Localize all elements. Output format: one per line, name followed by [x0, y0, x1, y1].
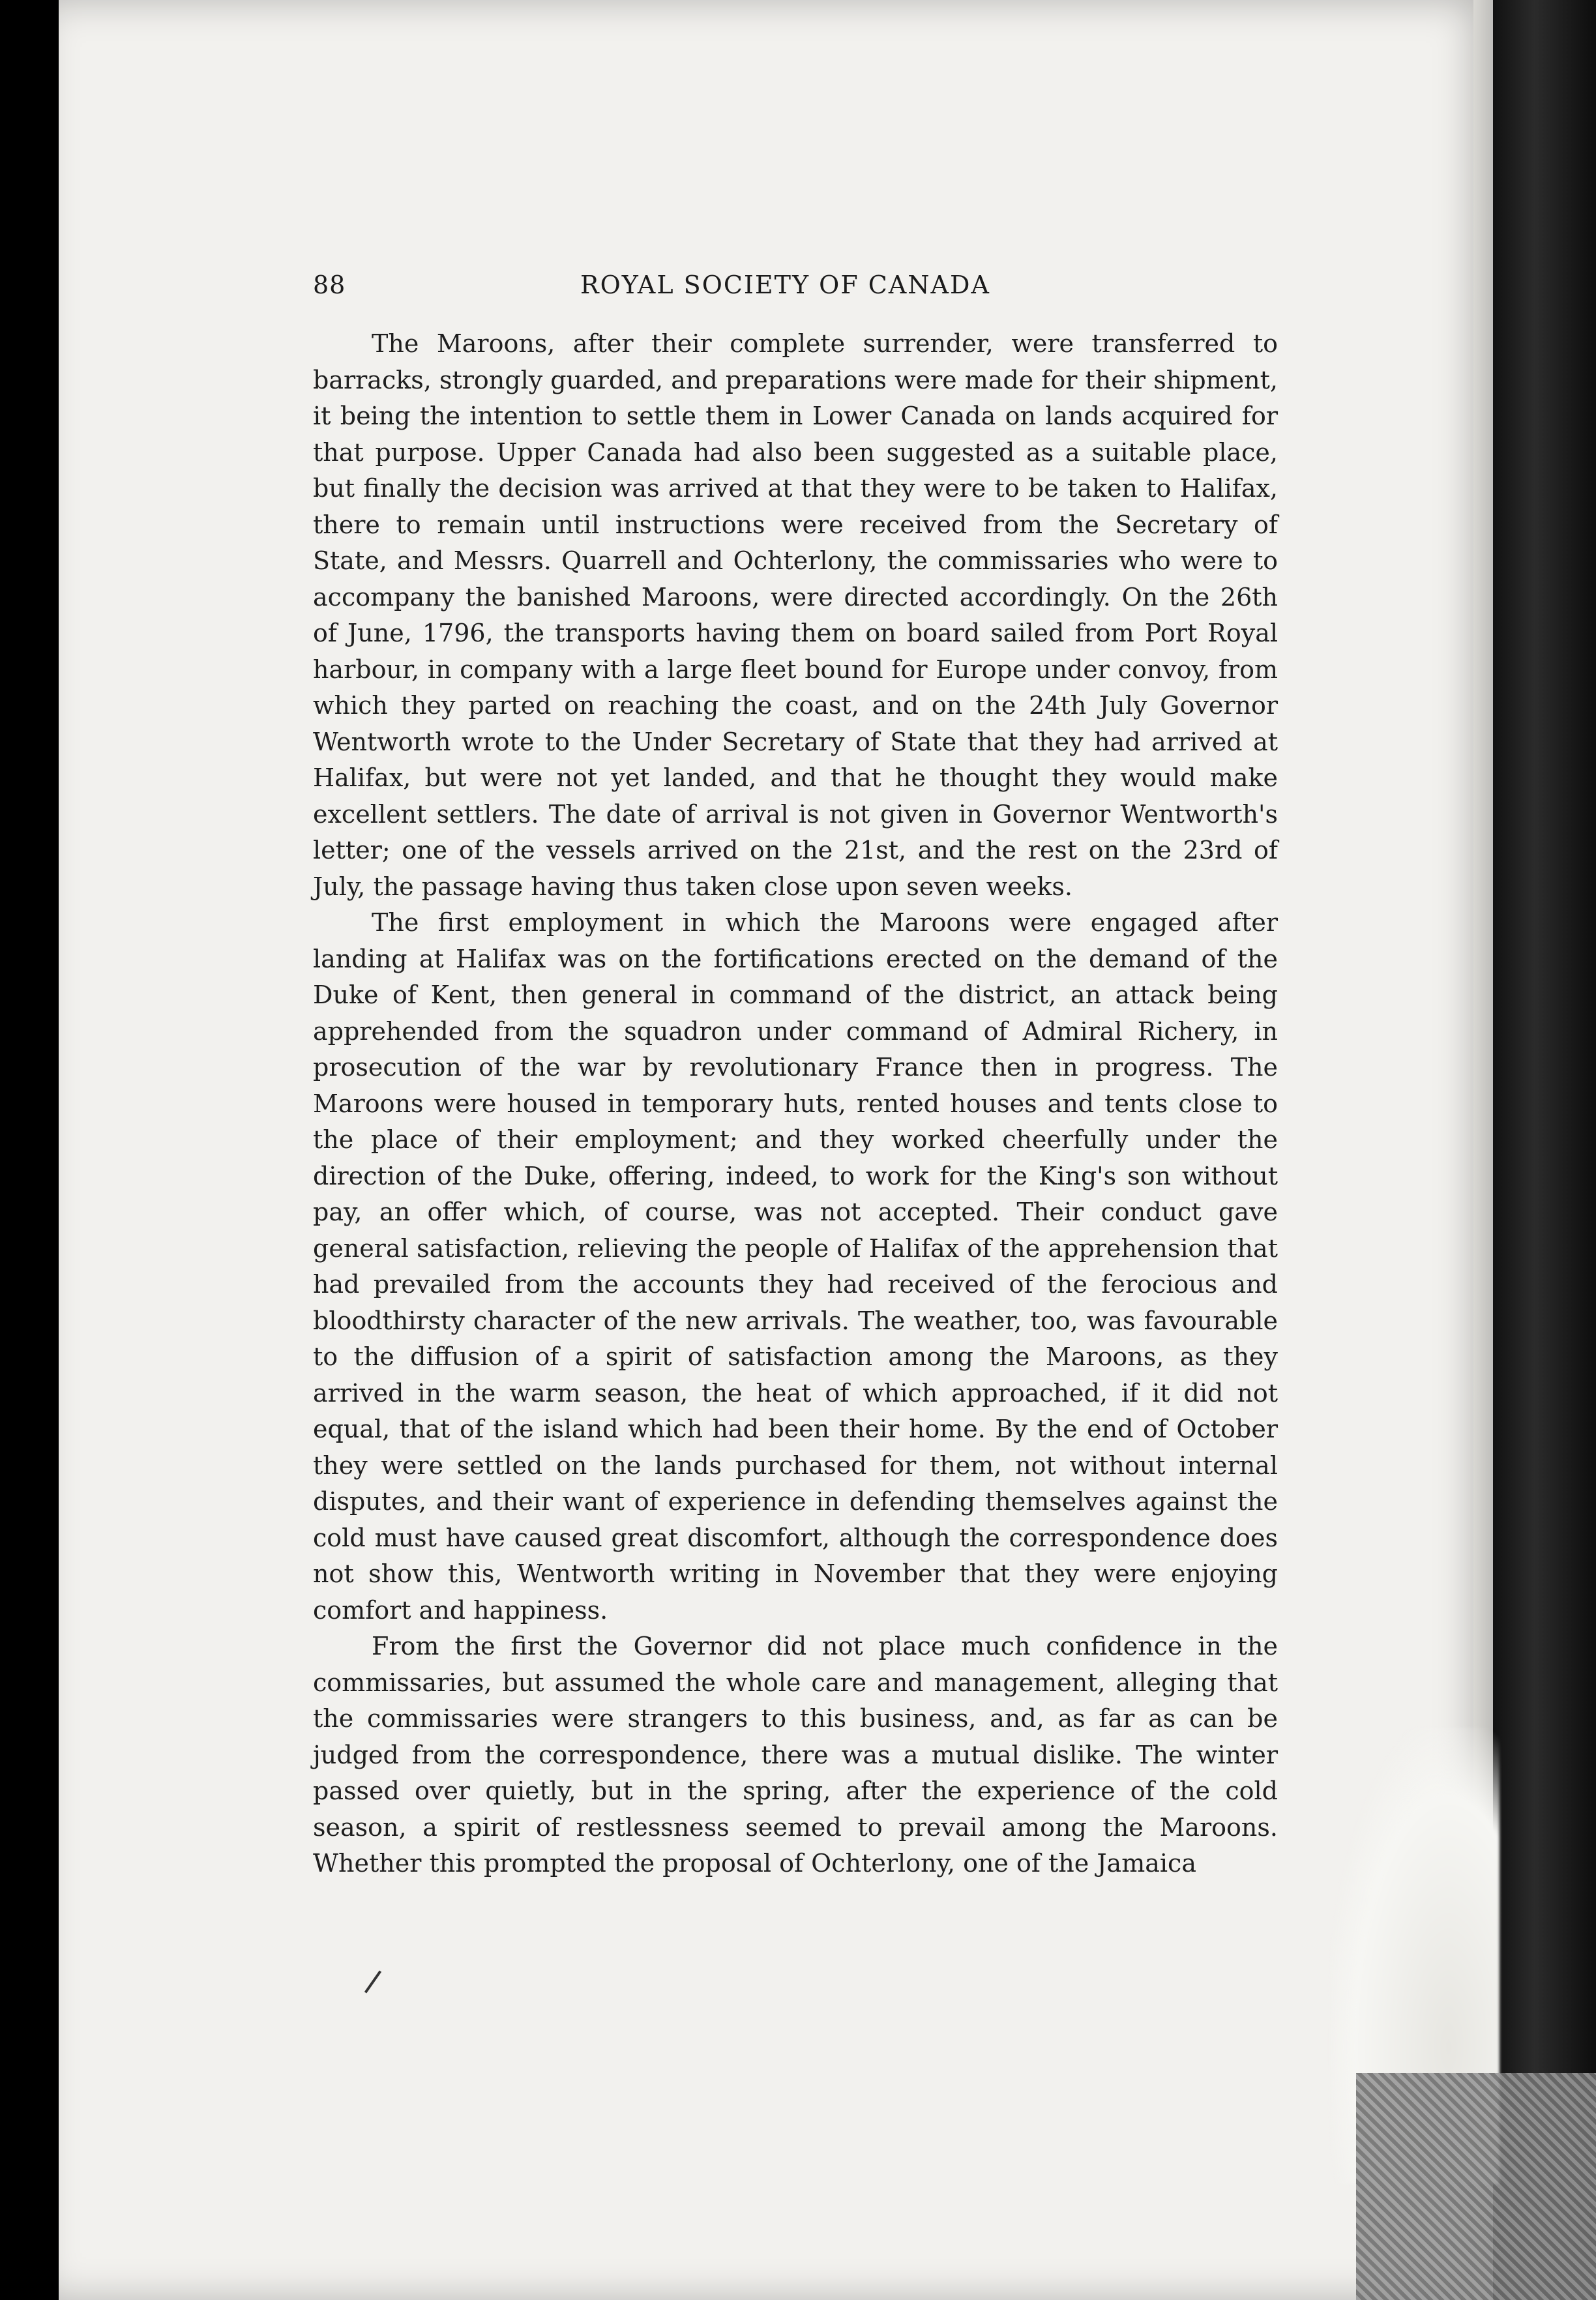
dust-speck: [14, 137, 21, 143]
paragraph: From the first the Governor did not place much confidence in the commissaries, but assumed the whole care and management, alleging that the commissaries were strangers to this business, and, as far as can be judged from the correspondence, there was a mutual dislike. The winter passed over quietly, but in the spring, after the experience of the cold season, a spirit of restlessness seemed to prevail among the Maroons. Whether this prompted the proposal of Ochterlony, one of the Jamaica: [313, 1632, 1278, 1878]
page-header: [313, 271, 1330, 310]
dust-speck: [18, 417, 23, 422]
body-text: [313, 326, 1278, 1882]
paragraph: The Maroons, after their complete surrender, were transferred to barracks, strongly guarded, and preparations were made for their shipment, it being the intention to settle them in Lower Canada on lands acquired for that purpose. Upper Canada had also been suggested as a suitable place, but finally the decision was arrived at that they were to be taken to Halifax, there to remain until instructions were received from the Secretary of State, and Messrs. Quarrell and Ochterlony, the commissaries who were to accompany the banished Maroons, were directed accordingly. On the 26th of June, 1796, the transports having them on board sailed from Port Royal harbour, in company with a large fleet bound for Europe under convoy, from which they parted on reaching the coast, and on the 24th July Governor Wentworth wrote to the Under Secretary of State that they had arrived at Halifax, but were not yet landed, and that he thought they would make excellent settlers. The date of arrival is not given in Governor Wentworth's letter; one of the vessels arrived on the 21st, and the rest on the 23rd of July, the passage having thus taken close upon seven weeks.: [313, 329, 1278, 901]
binding-cloth: [1356, 2073, 1596, 2300]
page-number: 88: [313, 271, 346, 299]
paragraph: The first employment in which the Maroons were engaged after landing at Halifax was on the fortifications erected on the demand of the Duke of Kent, then general in command of the district, an attack being apprehended from the squadron under command of Admiral Richery, in prosecution of the war by revolutionary France then in progress. The Maroons were housed in temporary huts, rented houses and tents close to the place of their employment; and they worked cheerfully under the direction of the Duke, offering, indeed, to work for the King's son without pay, an offer which, of course, was not accepted. Their conduct gave general satisfaction, relieving the people of Halifax of the apprehension that had prevailed from the accounts they had received of the ferocious and bloodthirsty character of the new arrivals. The weather, too, was favourable to the diffusion of a spirit of satisfaction among the Maroons, as they arrived in the warm season, the heat of which approached, if it did not equal, that of the island which had been their home. By the end of October they were settled on the lands purchased for them, not without internal disputes, and their want of experience in defending themselves against the cold must have caused great discomfort, although the correspondence does not show this, Wentworth writing in November that they were enjoying comfort and happiness.: [313, 908, 1278, 1625]
book-spine: [1493, 0, 1596, 2300]
running-head: ROYAL SOCIETY OF CANADA: [580, 271, 990, 299]
dust-speck: [16, 1708, 21, 1713]
